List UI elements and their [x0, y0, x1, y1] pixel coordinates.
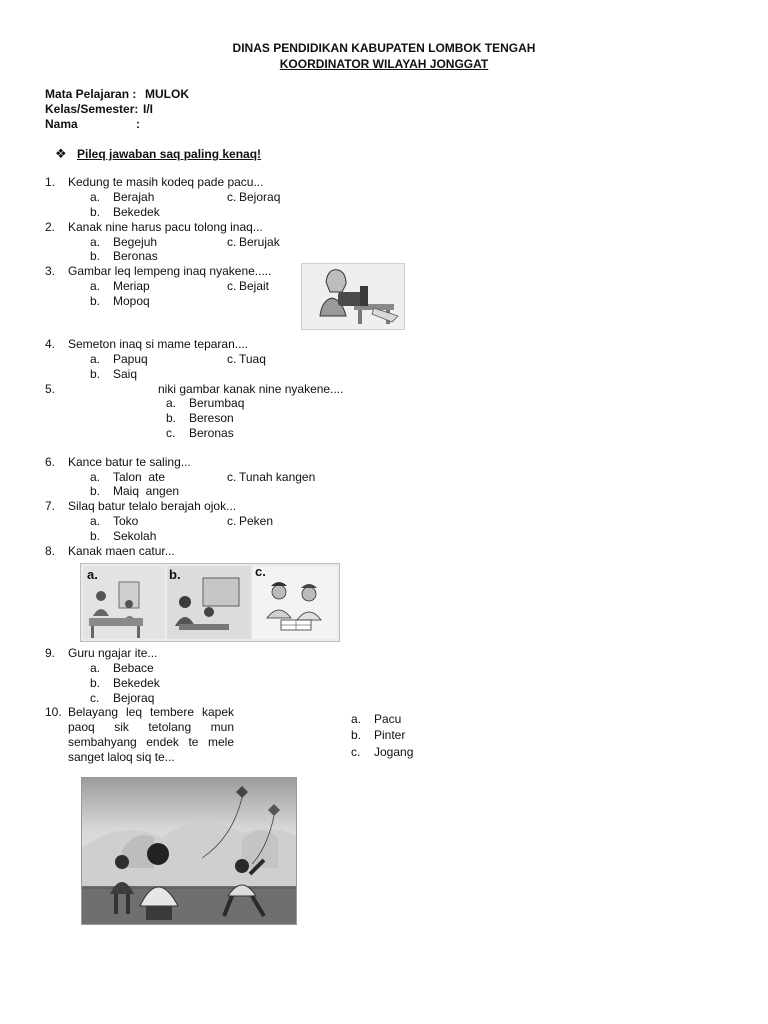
q5-option-a-letter: a. [166, 396, 177, 410]
q5-number: 5. [45, 382, 56, 396]
q8-label-c: c. [255, 564, 266, 579]
q9-text: Guru ngajar ite... [68, 646, 158, 660]
q6-option-b: Maiq angen [113, 484, 180, 498]
q5-option-b-letter: b. [166, 411, 177, 425]
q3-option-a-letter: a. [90, 279, 101, 293]
q1-option-b-letter: b. [90, 205, 101, 219]
q8-image-strip [80, 563, 340, 642]
instruction-text: Pileq jawaban saq paling kenaq! [77, 147, 262, 161]
q8-text: Kanak maen catur... [68, 544, 175, 558]
q10-option-a-letter: a. [351, 712, 362, 726]
q3-option-b-letter: b. [90, 294, 101, 308]
q6-number: 6. [45, 455, 56, 469]
q5-option-c: Beronas [189, 426, 234, 440]
header-subtitle: KOORDINATOR WILAYAH JONGGAT [279, 57, 489, 71]
q6-option-a: Talon ate [113, 470, 166, 484]
q4-option-b-letter: b. [90, 367, 101, 381]
name-label: Nama [45, 117, 78, 131]
q7-option-b-letter: b. [90, 529, 101, 543]
q7-text: Silaq batur telalo berajah ojok... [68, 499, 237, 513]
q10-option-b-letter: b. [351, 728, 362, 742]
q2-option-b: Beronas [113, 249, 158, 263]
q6-option-a-letter: a. [90, 470, 101, 484]
q8-label-a: a. [87, 567, 98, 582]
q9-option-c: Bejoraq [113, 691, 155, 705]
q10-text-line-1: Belayang leq tembere kapek [68, 705, 234, 719]
q6-option-b-letter: b. [90, 484, 101, 498]
q5-option-b: Bereson [189, 411, 234, 425]
header-title: DINAS PENDIDIKAN KABUPATEN LOMBOK TENGAH [232, 41, 536, 55]
q8-label-b: b. [169, 567, 181, 582]
q2-option-a-letter: a. [90, 235, 101, 249]
subject-value: MULOK [145, 87, 189, 101]
q4-text: Semeton inaq si mame teparan.... [68, 337, 249, 351]
kite-image [81, 777, 297, 925]
q4-option-c-letter: c. [227, 352, 237, 366]
q5-text: niki gambar kanak nine nyakene.... [158, 382, 344, 396]
q1-option-c: Bejoraq [239, 190, 281, 204]
subject-label: Mata Pelajaran : [45, 87, 137, 101]
q9-option-b-letter: b. [90, 676, 101, 690]
q1-option-a: Berajah [113, 190, 155, 204]
q1-text: Kedung te masih kodeq pade pacu... [68, 175, 264, 189]
q2-option-b-letter: b. [90, 249, 101, 263]
q10-text-line-4: sanget laloq siq te... [68, 750, 175, 764]
q10-option-b: Pinter [374, 728, 406, 742]
q9-option-b: Bekedek [113, 676, 160, 690]
q1-option-b: Bekedek [113, 205, 160, 219]
q1-option-a-letter: a. [90, 190, 101, 204]
q3-option-c: Bejait [239, 279, 270, 293]
q10-text-line-3: sembahyang endek te mele [68, 735, 234, 749]
q2-option-c-letter: c. [227, 235, 237, 249]
q2-number: 2. [45, 220, 56, 234]
q1-number: 1. [45, 175, 56, 189]
q2-option-c: Berujak [239, 235, 280, 249]
q4-option-b: Saiq [113, 367, 138, 381]
q7-number: 7. [45, 499, 56, 513]
q6-text: Kance batur te saling... [68, 455, 191, 469]
q10-text-line-2: paoq sik tetolang mun [68, 720, 234, 734]
q9-option-a: Bebace [113, 661, 154, 675]
q2-option-a: Begejuh [113, 235, 158, 249]
q10-option-a: Pacu [374, 712, 402, 726]
q4-number: 4. [45, 337, 56, 351]
q4-option-a-letter: a. [90, 352, 101, 366]
q8-number: 8. [45, 544, 56, 558]
q7-option-c: Peken [239, 514, 274, 528]
q6-option-c-letter: c. [227, 470, 237, 484]
instruction-bullet: ❖ [55, 146, 67, 161]
q5-option-c-letter: c. [166, 426, 176, 440]
sewing-image [301, 263, 405, 330]
q10-number: 10. [45, 705, 62, 719]
q3-option-a: Meriap [113, 279, 150, 293]
q4-option-c: Tuaq [239, 352, 266, 366]
q3-option-c-letter: c. [227, 279, 237, 293]
q9-option-a-letter: a. [90, 661, 101, 675]
name-colon: : [136, 117, 140, 131]
q3-option-b: Mopoq [113, 294, 150, 308]
q9-option-c-letter: c. [90, 691, 100, 705]
q7-option-b: Sekolah [113, 529, 157, 543]
q5-option-a: Berumbaq [189, 396, 245, 410]
q2-text: Kanak nine harus pacu tolong inaq... [68, 220, 263, 234]
q7-option-c-letter: c. [227, 514, 237, 528]
q4-option-a: Papuq [113, 352, 148, 366]
q1-option-c-letter: c. [227, 190, 237, 204]
q10-option-c: Jogang [374, 745, 414, 759]
q3-number: 3. [45, 264, 56, 278]
q7-option-a: Toko [113, 514, 139, 528]
q6-option-c: Tunah kangen [239, 470, 316, 484]
q9-number: 9. [45, 646, 56, 660]
q3-text: Gambar leq lempeng inaq nyakene..... [68, 264, 272, 278]
q7-option-a-letter: a. [90, 514, 101, 528]
class-label: Kelas/Semester: [45, 102, 139, 116]
q10-option-c-letter: c. [351, 745, 361, 759]
class-value: I/I [143, 102, 154, 116]
